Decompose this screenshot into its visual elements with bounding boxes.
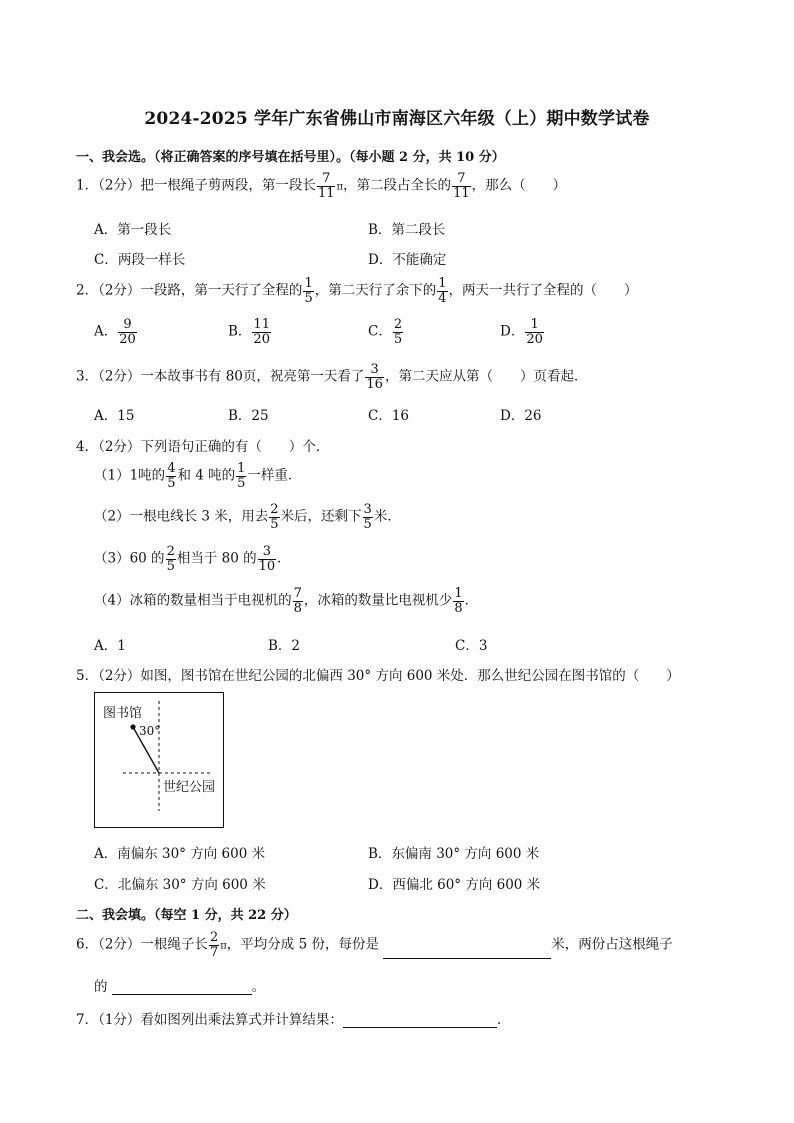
q4-statement-1: （1）1吨的 $\frac{4}{5}$ 和 4 吨的 $\frac{1}{5}$ 一样重． [94,461,302,491]
q3-option-c[interactable]: C．16 [368,408,410,424]
q4-option-c[interactable]: C．3 [455,638,488,654]
q3-option-a[interactable]: A．15 [94,408,135,424]
question-6 [76,931,673,959]
q7-prefix: 7．（1分）看如图列出乘法算式并计算结果： [76,1012,343,1028]
question-5: 5．（2分）如图，图书馆在世纪公园的北偏西 30° 方向 600 米处．那么世纪公园在图书馆的（ ） [76,668,680,684]
q1-mid: ，第二段占全长的 [343,177,452,194]
direction-figure [94,692,224,828]
section-2-heading: 二、我会填。（每空 1 分，共 22 分） [76,908,297,923]
q6-unit: π [220,940,227,952]
q4-statement-4: （4）冰箱的数量相当于电视机的 $\frac{7}{8}$ ，冰箱的数量比电视机少 $\frac{1}{8}$ ． [94,586,479,616]
q2-fraction-2: $\frac{1}{4}$ [438,276,447,306]
section-1-heading: 一、我会选。（将正确答案的序号填在括号里）。（每小题 2 分，共 10 分） [76,150,505,165]
q2-prefix: 2．（2分）一段路，第一天行了全程的 [76,282,303,299]
q1-fraction-1: $\frac{7}{11}$ [317,171,335,201]
q2-option-a[interactable]: A． $\frac{9}{20}$ [94,317,136,347]
q4-option-b[interactable]: B．2 [268,638,301,654]
q6-answer-blank-1[interactable] [383,944,551,959]
q1-option-a[interactable]: A．第一段长 [94,222,172,238]
q6-line2-suffix: 。 [251,979,266,995]
page-title: 2024-2025 学年广东省佛山市南海区六年级（上）期中数学试卷 [144,109,650,129]
q5-option-a[interactable]: A．南偏东 30° 方向 600 米 [94,846,266,862]
q3-prefix: 3．（2分）一本故事书有 80页，祝亮第一天看了 [76,368,365,385]
q1-option-c[interactable]: C．两段一样长 [94,252,186,268]
q2-fraction-1: $\frac{1}{5}$ [304,276,313,306]
q4-statement-3: （3）60 的 $\frac{2}{5}$ 相当于 80 的 $\frac{3}{10}$ ． [94,544,291,574]
question-7 [76,1008,510,1028]
question-2 [76,277,638,305]
q2-option-b[interactable]: B． $\frac{11}{20}$ [228,317,270,347]
q1-prefix: 1．（2分）把一根绳子剪两段，第一段长 [76,177,316,194]
q3-option-b[interactable]: B．25 [228,408,269,424]
q6-prefix: 6．（2分）一根绳子长 [76,936,208,953]
q2-option-d[interactable]: D． $\frac{1}{20}$ [500,317,543,347]
q6-answer-blank-2[interactable] [112,980,252,995]
q7-suffix: ． [496,1012,511,1028]
fig-library-label: 图书馆 [103,706,143,721]
q1-suffix: ，那么（ ） [471,177,567,194]
question-6-line-2 [94,975,265,995]
question-1 [76,172,566,200]
q3-option-d[interactable]: D．26 [500,408,542,424]
q3-suffix: ，第二天应从第（ ）页看起． [384,368,588,385]
q5-option-b[interactable]: B．东偏南 30° 方向 600 米 [368,846,540,862]
fig-park-label: 世纪公园 [163,780,216,795]
q7-answer-blank[interactable] [343,1013,497,1028]
q1-fraction-2: $\frac{7}{11}$ [453,171,470,201]
question-4: 4．（2分）下列语句正确的有（ ）个． [76,439,330,455]
q2-suffix: ，两天一共行了全程的（ ） [448,282,638,299]
q4-statement-2: （2）一根电线长 3 米，用去 $\frac{2}{5}$ 米后，还剩下 $\frac{3}{5}$ 米． [94,502,401,532]
question-3 [76,363,587,391]
q6-line2-prefix: 的 [94,979,108,995]
fig-angle-label: 30° [139,724,161,738]
q2-option-c[interactable]: C． $\frac{2}{5}$ [368,317,403,347]
q1-option-d[interactable]: D．不能确定 [368,252,447,268]
q5-option-c[interactable]: C．北偏东 30° 方向 600 米 [94,877,266,893]
q6-fraction: $\frac{2}{7}$ [209,930,219,960]
q1-unit: π [336,181,344,193]
q6-mid: ，平均分成 5 份，每份是 [226,936,379,953]
q6-after-blank: 米，两份占这根绳子 [551,936,673,953]
q5-option-d[interactable]: D．西偏北 60° 方向 600 米 [368,877,541,893]
q3-fraction: $\frac{3}{16}$ [366,362,383,392]
q1-option-b[interactable]: B．第二段长 [368,222,446,238]
q4-option-a[interactable]: A．1 [94,638,126,654]
q2-mid: ，第二天行了余下的 [314,282,437,299]
